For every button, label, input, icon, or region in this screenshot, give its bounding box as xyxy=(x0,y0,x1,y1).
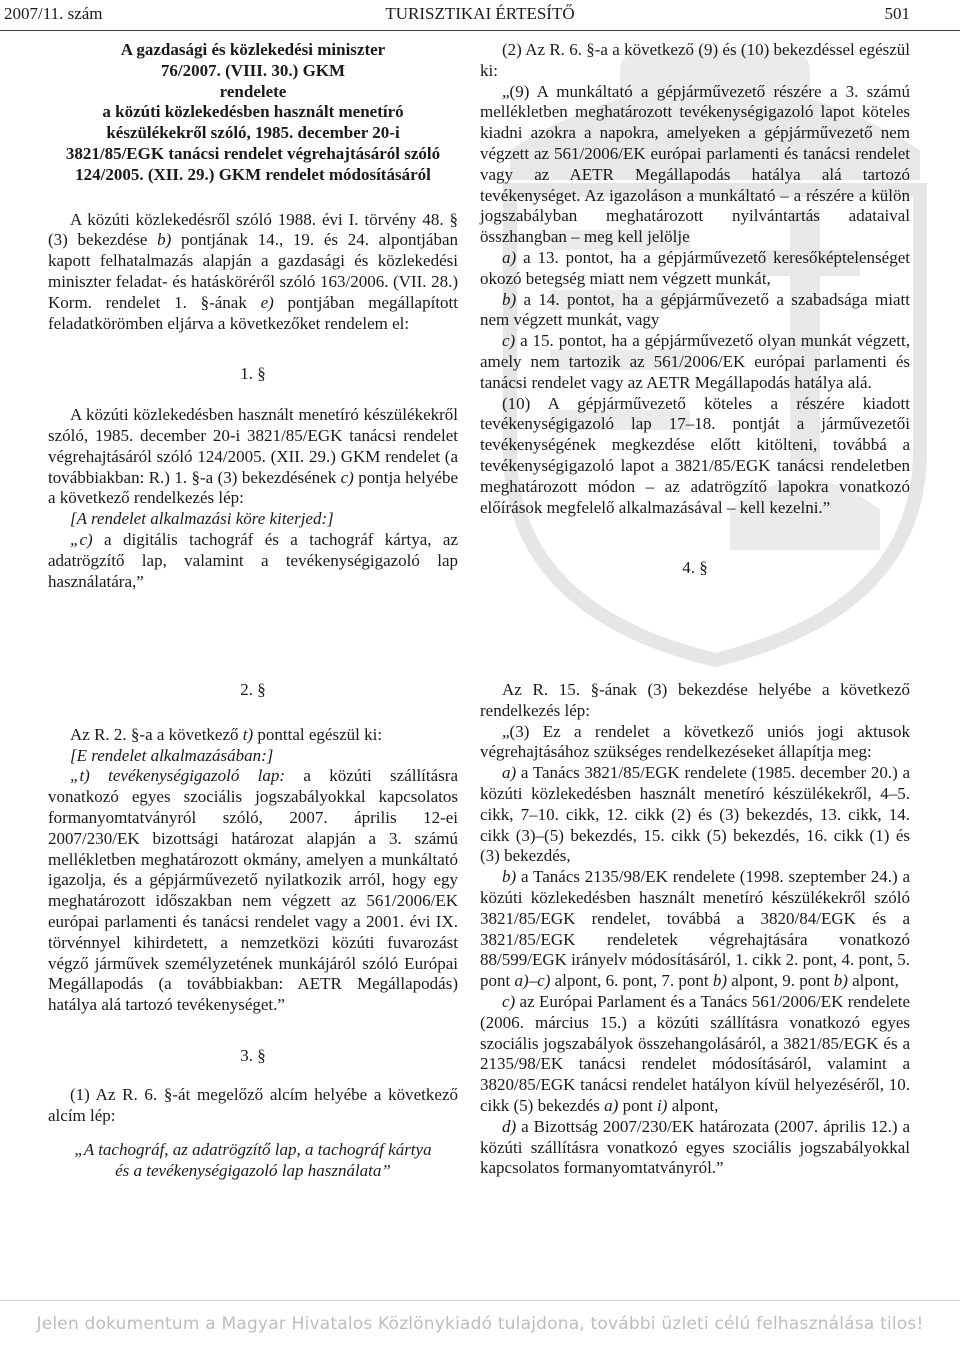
spacer xyxy=(48,385,458,405)
ownership-notice: Jelen dokumentum a Magyar Hivatalos Közlönykiadó tulajdona, további üzleti célú felhasználása tilos! xyxy=(36,1314,924,1334)
section-1-heading: 1. § xyxy=(240,364,266,384)
section-1-quote: „c) a digitális tachográf és a tachográf kártya, az adatrögzítő lap, valamint a tevékenységigazoló lap használatára,” xyxy=(48,529,458,591)
header-rule xyxy=(0,30,960,31)
section-4-heading: 4. § xyxy=(682,558,708,578)
section-3-heading: 3. § xyxy=(240,1045,266,1065)
section-3-item-a: a) a 13. pontot, ha a gépjárművezető keresőképtelenséget okozó betegség miatt nem végzett munkát, xyxy=(480,247,910,288)
section-3-item-c: c) a 15. pontot, ha a gépjárművezető olyan munkát végzett, amely nem tartozik az 561/2006/EK európai parlamenti és tanácsi rendelet vagy az AETR Megállapodás hatálya alá. xyxy=(480,331,910,392)
section-2-text: Az R. 2. §-a a következő t) ponttal egészül ki: xyxy=(70,724,383,744)
section-4-item-d: d) a Bizottság 2007/230/EK határozata (2007. április 12.) a közúti szállításra vonatkozó egyes szociális jogszabályokkal kapcsolatos formanyomtatványról.” xyxy=(480,1116,910,1178)
spacer xyxy=(48,701,458,725)
section-1-text: A közúti közlekedésben használt menetíró készülékekről szóló, 1985. december 20-i 3821/85/EGK tanácsi rendelet végrehajtásáról szóló 124/2005. (XII. 29.) GKM rendelet (a továbbiakban: R.) 1. §-a (3) bekezdésének c) pontja helyébe a következő rendelkezés lép: xyxy=(48,405,458,508)
spacer xyxy=(48,334,458,364)
spacer xyxy=(48,1126,458,1140)
section-2-3-column xyxy=(48,680,458,1182)
page-header xyxy=(0,0,960,30)
footer-rule xyxy=(0,1300,960,1301)
section-2-heading: 2. § xyxy=(240,680,266,699)
spacer xyxy=(48,1016,458,1046)
decree-intro-column xyxy=(48,40,458,592)
section-4-para-1: Az R. 15. §-ának (3) bekezdése helyébe a következő rendelkezés lép: xyxy=(480,680,910,720)
section-3-continued-column xyxy=(480,40,910,579)
section-4-para-2: „(3) Ez a rendelet a következő uniós jogi aktusok végrehajtásához szükséges rendelkezéseket állapítja meg: xyxy=(480,721,910,762)
title-line-3: rendelete xyxy=(219,81,287,101)
section-4-column xyxy=(480,680,910,1179)
spacer xyxy=(480,518,910,558)
section-3-para-9: „(9) A munkáltató a gépjárművezető részére a 3. számú mellékletben meghatározott tevékenységigazoló lapot köteles kiadni azokra a napokra, amelyeken a gépjárművezető nem végzett az 561/2006/EK európai parlamenti és tanácsi rendelet vagy az AETR Megállapodás hatálya alá tartozó tevékenységet. Az igazoláson a munkáltató – a részére a külön jogszabályban meghatározott nyilvántartás adataival összhangban – meg kell jelölje xyxy=(480,81,910,247)
title-line-4: a közúti közlekedésben használt menetíró xyxy=(102,102,404,122)
title-line-1: A gazdasági és közlekedési miniszter xyxy=(120,40,386,59)
issue-number: 2007/11. szám xyxy=(4,4,103,23)
section-4-item-b: b) a Tanács 2135/98/EK rendelete (1998. szeptember 24.) a közúti közlekedésben használt menetíró készülékekről szóló 3821/85/EGK rendelet, továbbá a 3820/84/EGK és a 3821/85/EGK rendeletek végrehajtására vonatkozó 88/599/EGK irányelv módosításáról, 1. cikk 2. pont, 4. pont, 5. pont a)–c) alpont, 6. pont, 7. pont b) alpont, 9. pont b) alpont, xyxy=(480,867,910,991)
preamble: A közúti közlekedésről szóló 1988. évi I. törvény 48. § (3) bekezdése b) pontjának 14., 19. és 24. alpontjában kapott felhatalmazás alapján a gazdasági és közlekedési miniszter feladat- és hatásköréről szóló 163/2006. (VII. 28.) Korm. rendelet 1. §-ának e) pontjában megállapított feladatkörömben eljárva a következőket rendelem el: xyxy=(48,209,458,333)
section-3-subtitle-line-2: és a tevékenységigazoló lap használata” xyxy=(115,1161,391,1181)
section-1-bracket: [A rendelet alkalmazási köre kiterjed:] xyxy=(70,509,334,529)
section-3-subtitle-line-1: „A tachográf, az adatrögzítő lap, a tachográf kártya xyxy=(74,1140,432,1160)
section-2-bracket: [E rendelet alkalmazásában:] xyxy=(70,745,274,765)
section-4-item-c: c) az Európai Parlament és a Tanács 561/2006/EK rendelete (2006. március 15.) a közúti szállításra vonatkozó egyes szociális jogszabályok összehangolásáról, a 3821/85/EGK és a 2135/98/EK tanácsi rendelet módosításáról, valamint a 3820/85/EGK tanácsi rendelet hatályon kívül helyezéséről, 10. cikk (5) bekezdés a) pont i) alpont, xyxy=(480,991,910,1115)
section-3-item-b: b) a 14. pontot, ha a gépjárművezető a szabadsága miatt nem végzett munkát, vagy xyxy=(480,289,910,330)
section-3-para-1: (1) Az R. 6. §-át megelőző alcím helyébe a következő alcím lép: xyxy=(48,1084,458,1125)
title-line-6: 3821/85/EGK tanácsi rendelet végrehajtásáról szóló xyxy=(65,143,441,163)
page-number: 501 xyxy=(884,4,910,23)
section-3-para-10: (10) A gépjárművezető köteles a részére kiadott tevékenységigazoló lap 17–18. pontját a járművezetői tevékenységének megkezdése előtt kitölteni, továbbá a tevékenységigazoló lapot a 3821/85/EGK tanácsi rendeletben meghatározott módon – az adatrögzítő lapokra vonatkozó előírások megfelelő alkalmazásával – kell kezelni.” xyxy=(480,393,910,517)
spacer xyxy=(48,1067,458,1085)
title-line-2: 76/2007. (VIII. 30.) GKM xyxy=(160,60,346,80)
section-2-definition: „t) tevékenységigazoló lap: a közúti szállításra vonatkozó egyes szociális jogszabályokkal kapcsolatos formanyomtatványról szóló, 2007. április 12-ei 2007/230/EK bizottsági határozat alapján a 3. számú mellékletben meghatározott okmány, amelyen a munkáltató igazolja, és a gépjárművezető nyilatkozik arról, hogy egy meghatározott időszakban nem végzett az 561/2006/EK európai parlamenti és tanácsi rendelet vagy a 2001. évi IX. törvénnyel kihirdetett, a nemzetközi közúti fuvarozást végző járművek személyzetének munkájáról szóló Európai Megállapodás (a továbbiakban: AETR Megállapodás) hatálya alá tartozó tevékenységet.” xyxy=(48,766,458,1015)
title-line-5: készülékekről szóló, 1985. december 20-i xyxy=(106,123,400,143)
section-4-item-a: a) a Tanács 3821/85/EGK rendelete (1985. december 20.) a közúti közlekedésben használt menetíró készülékekről, 4–5. cikk, 7–10. cikk, 12. cikk (2) és (3) bekezdés, 13. cikk, 14. cikk (3)–(5) bekezdés, 15. cikk (5) bekezdés, 16. cikk (1) és (3) bekezdés, xyxy=(480,763,910,866)
journal-title: TURISZTIKAI ÉRTESÍTŐ xyxy=(385,4,575,23)
title-line-7: 124/2005. (XII. 29.) GKM rendelet módosításáról xyxy=(75,164,431,184)
spacer xyxy=(48,186,458,210)
section-3-para-2: (2) Az R. 6. §-a a következő (9) és (10) bekezdéssel egészül ki: xyxy=(480,40,910,80)
